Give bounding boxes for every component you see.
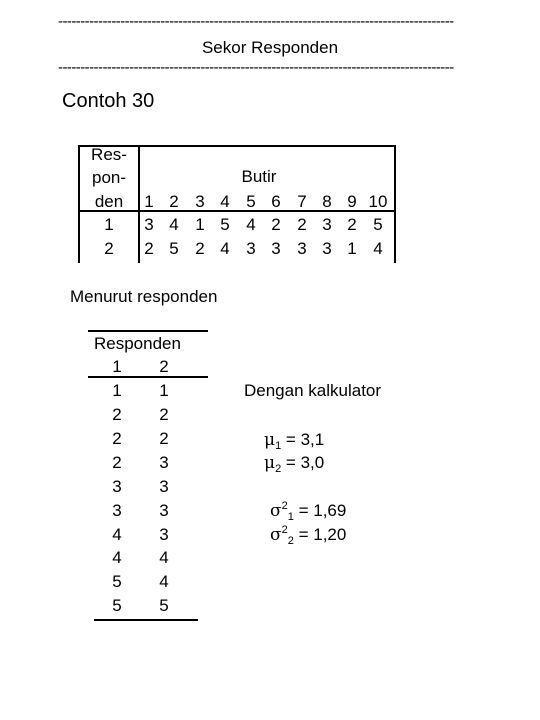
section-heading: Menurut responden xyxy=(70,287,218,306)
variance-2-subscript: 2 xyxy=(287,535,294,547)
score-cell: 4 xyxy=(220,239,230,258)
score-cell: 3 xyxy=(144,215,154,234)
list-cell: 2 xyxy=(112,429,122,448)
list-cell: 4 xyxy=(159,548,169,567)
score-cell: 5 xyxy=(169,239,179,258)
list-cell: 5 xyxy=(159,596,169,615)
mu-symbol: μ xyxy=(264,430,276,450)
score-cell: 2 xyxy=(347,215,357,234)
bottom-dashed-rule: ----------------------------------------------------------------------------------------- xyxy=(58,60,454,76)
list-bottom-rule xyxy=(94,619,198,621)
list-cell: 1 xyxy=(112,381,122,400)
score-cell: 2 xyxy=(195,239,205,258)
list-cell: 3 xyxy=(159,525,169,544)
respondent-id: 2 xyxy=(104,239,114,258)
sigma-symbol: σ xyxy=(270,501,282,521)
variance-1-exponent: 2 xyxy=(281,500,288,512)
mean-2-value: = 3,0 xyxy=(285,453,325,472)
list-cell: 3 xyxy=(159,477,169,496)
list-cell: 2 xyxy=(159,429,169,448)
score-cell: 4 xyxy=(246,215,256,234)
respondent-id: 1 xyxy=(104,215,114,234)
item-number: 7 xyxy=(297,192,307,211)
list-header: Responden xyxy=(94,334,181,353)
list-top-rule xyxy=(88,330,208,332)
respondent-header-line-1: Res- xyxy=(91,145,127,164)
variance-2-value: = 1,20 xyxy=(298,525,347,544)
item-number: 3 xyxy=(195,192,205,211)
score-cell: 5 xyxy=(373,215,383,234)
items-group-header: Butir xyxy=(241,167,277,186)
list-column-header: 1 xyxy=(112,357,122,376)
list-cell: 1 xyxy=(159,381,169,400)
list-cell: 2 xyxy=(112,453,122,472)
item-number: 5 xyxy=(246,192,256,211)
score-cell: 3 xyxy=(246,239,256,258)
mean-2-subscript: 2 xyxy=(275,463,282,475)
score-cell: 2 xyxy=(271,215,281,234)
list-cell: 3 xyxy=(112,501,122,520)
list-cell: 4 xyxy=(112,525,122,544)
example-heading: Contoh 30 xyxy=(62,90,155,112)
variance-1 xyxy=(270,501,346,523)
mean-2 xyxy=(264,453,324,475)
variance-2-exponent: 2 xyxy=(281,524,288,536)
mean-1-subscript: 1 xyxy=(275,440,282,452)
mean-1 xyxy=(264,430,324,452)
variance-1-subscript: 1 xyxy=(287,511,294,523)
list-column-header: 2 xyxy=(159,357,169,376)
list-cell: 5 xyxy=(112,596,122,615)
variance-1-value: = 1,69 xyxy=(298,501,347,520)
list-cell: 3 xyxy=(112,477,122,496)
item-number: 2 xyxy=(169,192,179,211)
calculator-label: Dengan kalkulator xyxy=(244,381,382,400)
sigma-symbol: σ xyxy=(270,525,282,545)
score-cell: 4 xyxy=(169,215,179,234)
list-cell: 2 xyxy=(112,405,122,424)
mu-symbol: μ xyxy=(264,453,276,473)
list-cell: 3 xyxy=(159,453,169,472)
item-number: 6 xyxy=(271,192,281,211)
score-cell: 2 xyxy=(297,215,307,234)
item-number: 4 xyxy=(220,192,230,211)
score-cell: 5 xyxy=(220,215,230,234)
list-cell: 2 xyxy=(159,405,169,424)
score-cell: 4 xyxy=(373,239,383,258)
top-dashed-rule: ----------------------------------------------------------------------------------------- xyxy=(58,14,454,30)
list-cell: 4 xyxy=(112,548,122,567)
respondent-header-line-2: pon- xyxy=(91,168,127,187)
item-number: 8 xyxy=(322,192,332,211)
list-cell: 3 xyxy=(159,501,169,520)
mean-1-value: = 3,1 xyxy=(285,430,325,449)
variance-2 xyxy=(270,525,346,547)
score-cell: 3 xyxy=(271,239,281,258)
list-header-rule xyxy=(88,376,208,378)
list-cell: 4 xyxy=(159,572,169,591)
item-number: 1 xyxy=(144,192,154,211)
score-cell: 3 xyxy=(322,215,332,234)
list-cell: 5 xyxy=(112,572,122,591)
item-number: 9 xyxy=(347,192,357,211)
score-cell: 3 xyxy=(322,239,332,258)
score-cell: 1 xyxy=(195,215,205,234)
score-cell: 1 xyxy=(347,239,357,258)
respondent-header-line-3: den xyxy=(94,192,124,211)
score-cell: 3 xyxy=(297,239,307,258)
score-cell: 2 xyxy=(144,239,154,258)
page-title: Sekor Responden xyxy=(201,38,339,57)
item-number: 10 xyxy=(368,192,388,211)
